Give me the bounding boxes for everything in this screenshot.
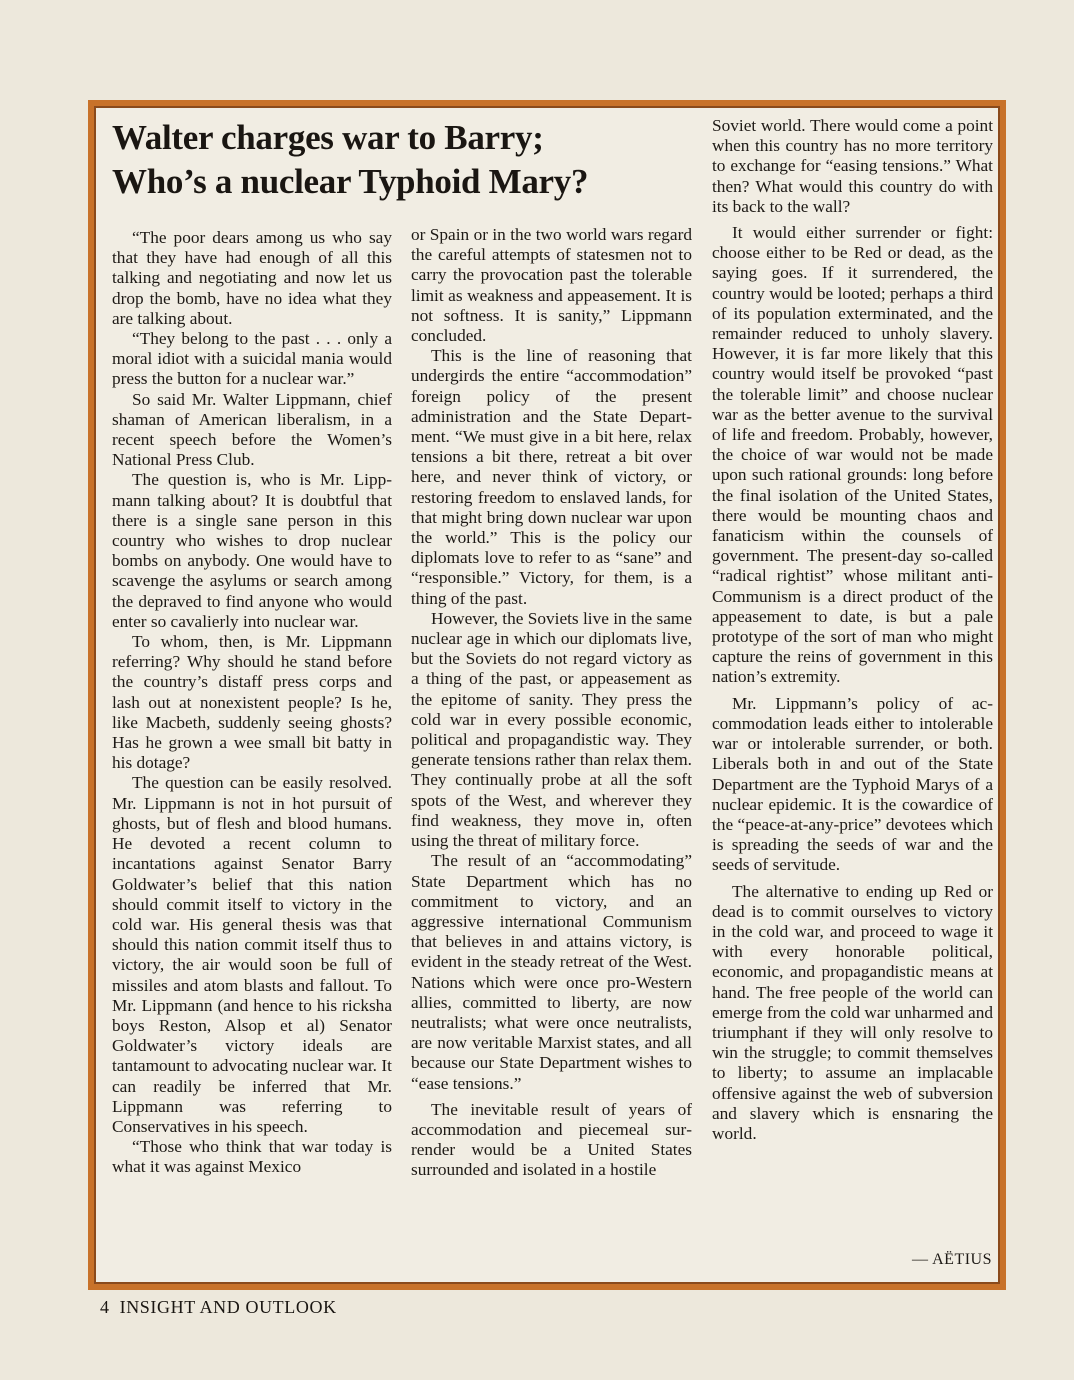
- page-number: 4: [100, 1297, 110, 1317]
- paragraph: It would either surrender or fight: choose either to be Red or dead, as the saying goes. If it surrendered, the country would be looted; perhaps a third of its population exterminated, and the remainder reduced to unholy slavery. However, it is far more likely that this country would itself be provoked “past the tolerable limit” and choose nuclear war as the better avenue to the survival of life and freedom. Probably, however, the choice of war would not be made upon such rational grounds: long before the final isolation of the United States, there would be mounting chaos and fanaticism within the counsels of government. The present-day so-called “radical rightist” whose militant anti-Communism is a direct product of the appeasement to date, is but a pale prototype of the sort of man who might capture the reins of government in this nation’s extremity.: [712, 223, 993, 687]
- paragraph: The question can be easily resolved. Mr. Lippmann is not in hot pursuit of ghosts, but of flesh and blood humans. He devoted a recent column to incantations against Senator Barry Goldwater’s belief that this nation should commit itself to victory in the cold war. His general thesis was that should this nation commit itself thus to victory, the air would soon be full of missiles and atom blasts and fallout. To Mr. Lippmann (and hence to his ricksha boys Reston, Alsop et al) Senator Goldwater’s victory ideals are tantamount to advocating nuclear war. It can readily be inferred that Mr. Lippmann was referring to Conservatives in his speech.: [112, 773, 392, 1136]
- paragraph: This is the line of reasoning that undergirds the entire “accommodation” foreign policy of the present administration and the State Department. “We must give in a bit here, relax tensions a bit there, retreat a bit over here, and never think of victory, or restoring freedom to enslaved lands, for that might bring down nuclear war upon the world.” This is the policy our diplomats love to refer to as “sane” and “responsible.” Victory, for them, is a thing of the past.: [411, 346, 692, 608]
- paragraph: Mr. Lippmann’s policy of accommodation leads either to intolerable war or intolerable surrender, or both. Liberals both in and out of the State Department are the Typhoid Marys of a nuclear epidemic. It is the cowardice of the “peace-at-any-price” devotees which is spreading the seeds of war and the seeds of servitude.: [712, 693, 993, 875]
- paragraph: The inevitable result of years of accommodation and piecemeal surrender would be a United States surrounded and isolated in a hostile: [411, 1099, 692, 1180]
- headline-line-1: Walter charges war to Barry;: [112, 118, 544, 157]
- paragraph: The alternative to ending up Red or dead is to commit ourselves to victory in the cold war, and proceed to wage it with every honorable political, economic, and propagandistic means at hand. The free people of the world can emerge from the cold war unharmed and triumphant if they will only resolve to win the struggle; to commit themselves to liberty; to assume an implacable offensive against the web of subversion and slavery which is ensnaring the world.: [712, 881, 993, 1143]
- paragraph: “The poor dears among us who say that they have had enough of all this talking and negotiating and now let us drop the bomb, have no idea what they are talking about.: [112, 228, 392, 328]
- paragraph: or Spain or in the two world wars regard the careful attempts of statesmen not to carry the provocation past the tolerable limit as weakness and appeasement. It is not softness. It is sanity,” Lippmann concluded.: [411, 225, 692, 346]
- paragraph: Soviet world. There would come a point when this country has no more territory to exchange for “easing tensions.” What then? What would this country do with its back to the wall?: [712, 116, 993, 216]
- paragraph: To whom, then, is Mr. Lippmann referring? Why should he stand before the country’s distaff press corps and lash out at nonexistent people? Is he, like Macbeth, suddenly seeing ghosts? Has he grown a wee small bit batty in his dotage?: [112, 632, 392, 773]
- article-headline: [112, 116, 672, 204]
- paragraph: “Those who think that war today is what it was against Mexico: [112, 1137, 392, 1177]
- paragraph: The question is, who is Mr. Lippmann talking about? It is doubtful that there is a single sane person in this country who wishes to drop nuclear bombs on anybody. One would have to scavenge the asylums or search among the depraved to find anyone who would enter so cavalierly into nuclear war.: [112, 470, 392, 631]
- paragraph: However, the Soviets live in the same nuclear age in which our diplomats live, but the Soviets do not regard victory as a thing of the past, or appeasement as the epitome of sanity. They press the cold war in every possible economic, political and propagandistic way. They generate tensions rather than relax them. They continually probe at all the soft spots of the West, and wherever they find weakness, they move in, often using the threat of military force.: [411, 608, 692, 851]
- page-footer: [100, 1297, 347, 1318]
- paragraph: So said Mr. Walter Lippmann, chief shaman of American liberalism, in a recent speech before the Women’s National Press Club.: [112, 389, 392, 470]
- author-signature: — AËTIUS: [912, 1251, 992, 1268]
- article-column-1: [112, 228, 392, 1178]
- headline-line-2: Who’s a nuclear Typhoid Mary?: [112, 162, 589, 201]
- paragraph: The result of an “accommodating” State Department which has no commitment to victory, and an aggressive international Communism that believes in and attains victory, is evident in the steady retreat of the West. Nations which were once pro-Western allies, committed to liberty, are now neutralists; what were once neutralists, are now veritable Marxist states, and all because our State Department wishes to “ease tensions.”: [411, 851, 692, 1093]
- article-column-3: [712, 116, 993, 1144]
- article-column-2: [411, 225, 692, 1181]
- publication-title: INSIGHT AND OUTLOOK: [119, 1297, 337, 1317]
- paragraph: “They belong to the past . . . only a moral idiot with a suicidal mania would press the button for a nuclear war.”: [112, 329, 392, 389]
